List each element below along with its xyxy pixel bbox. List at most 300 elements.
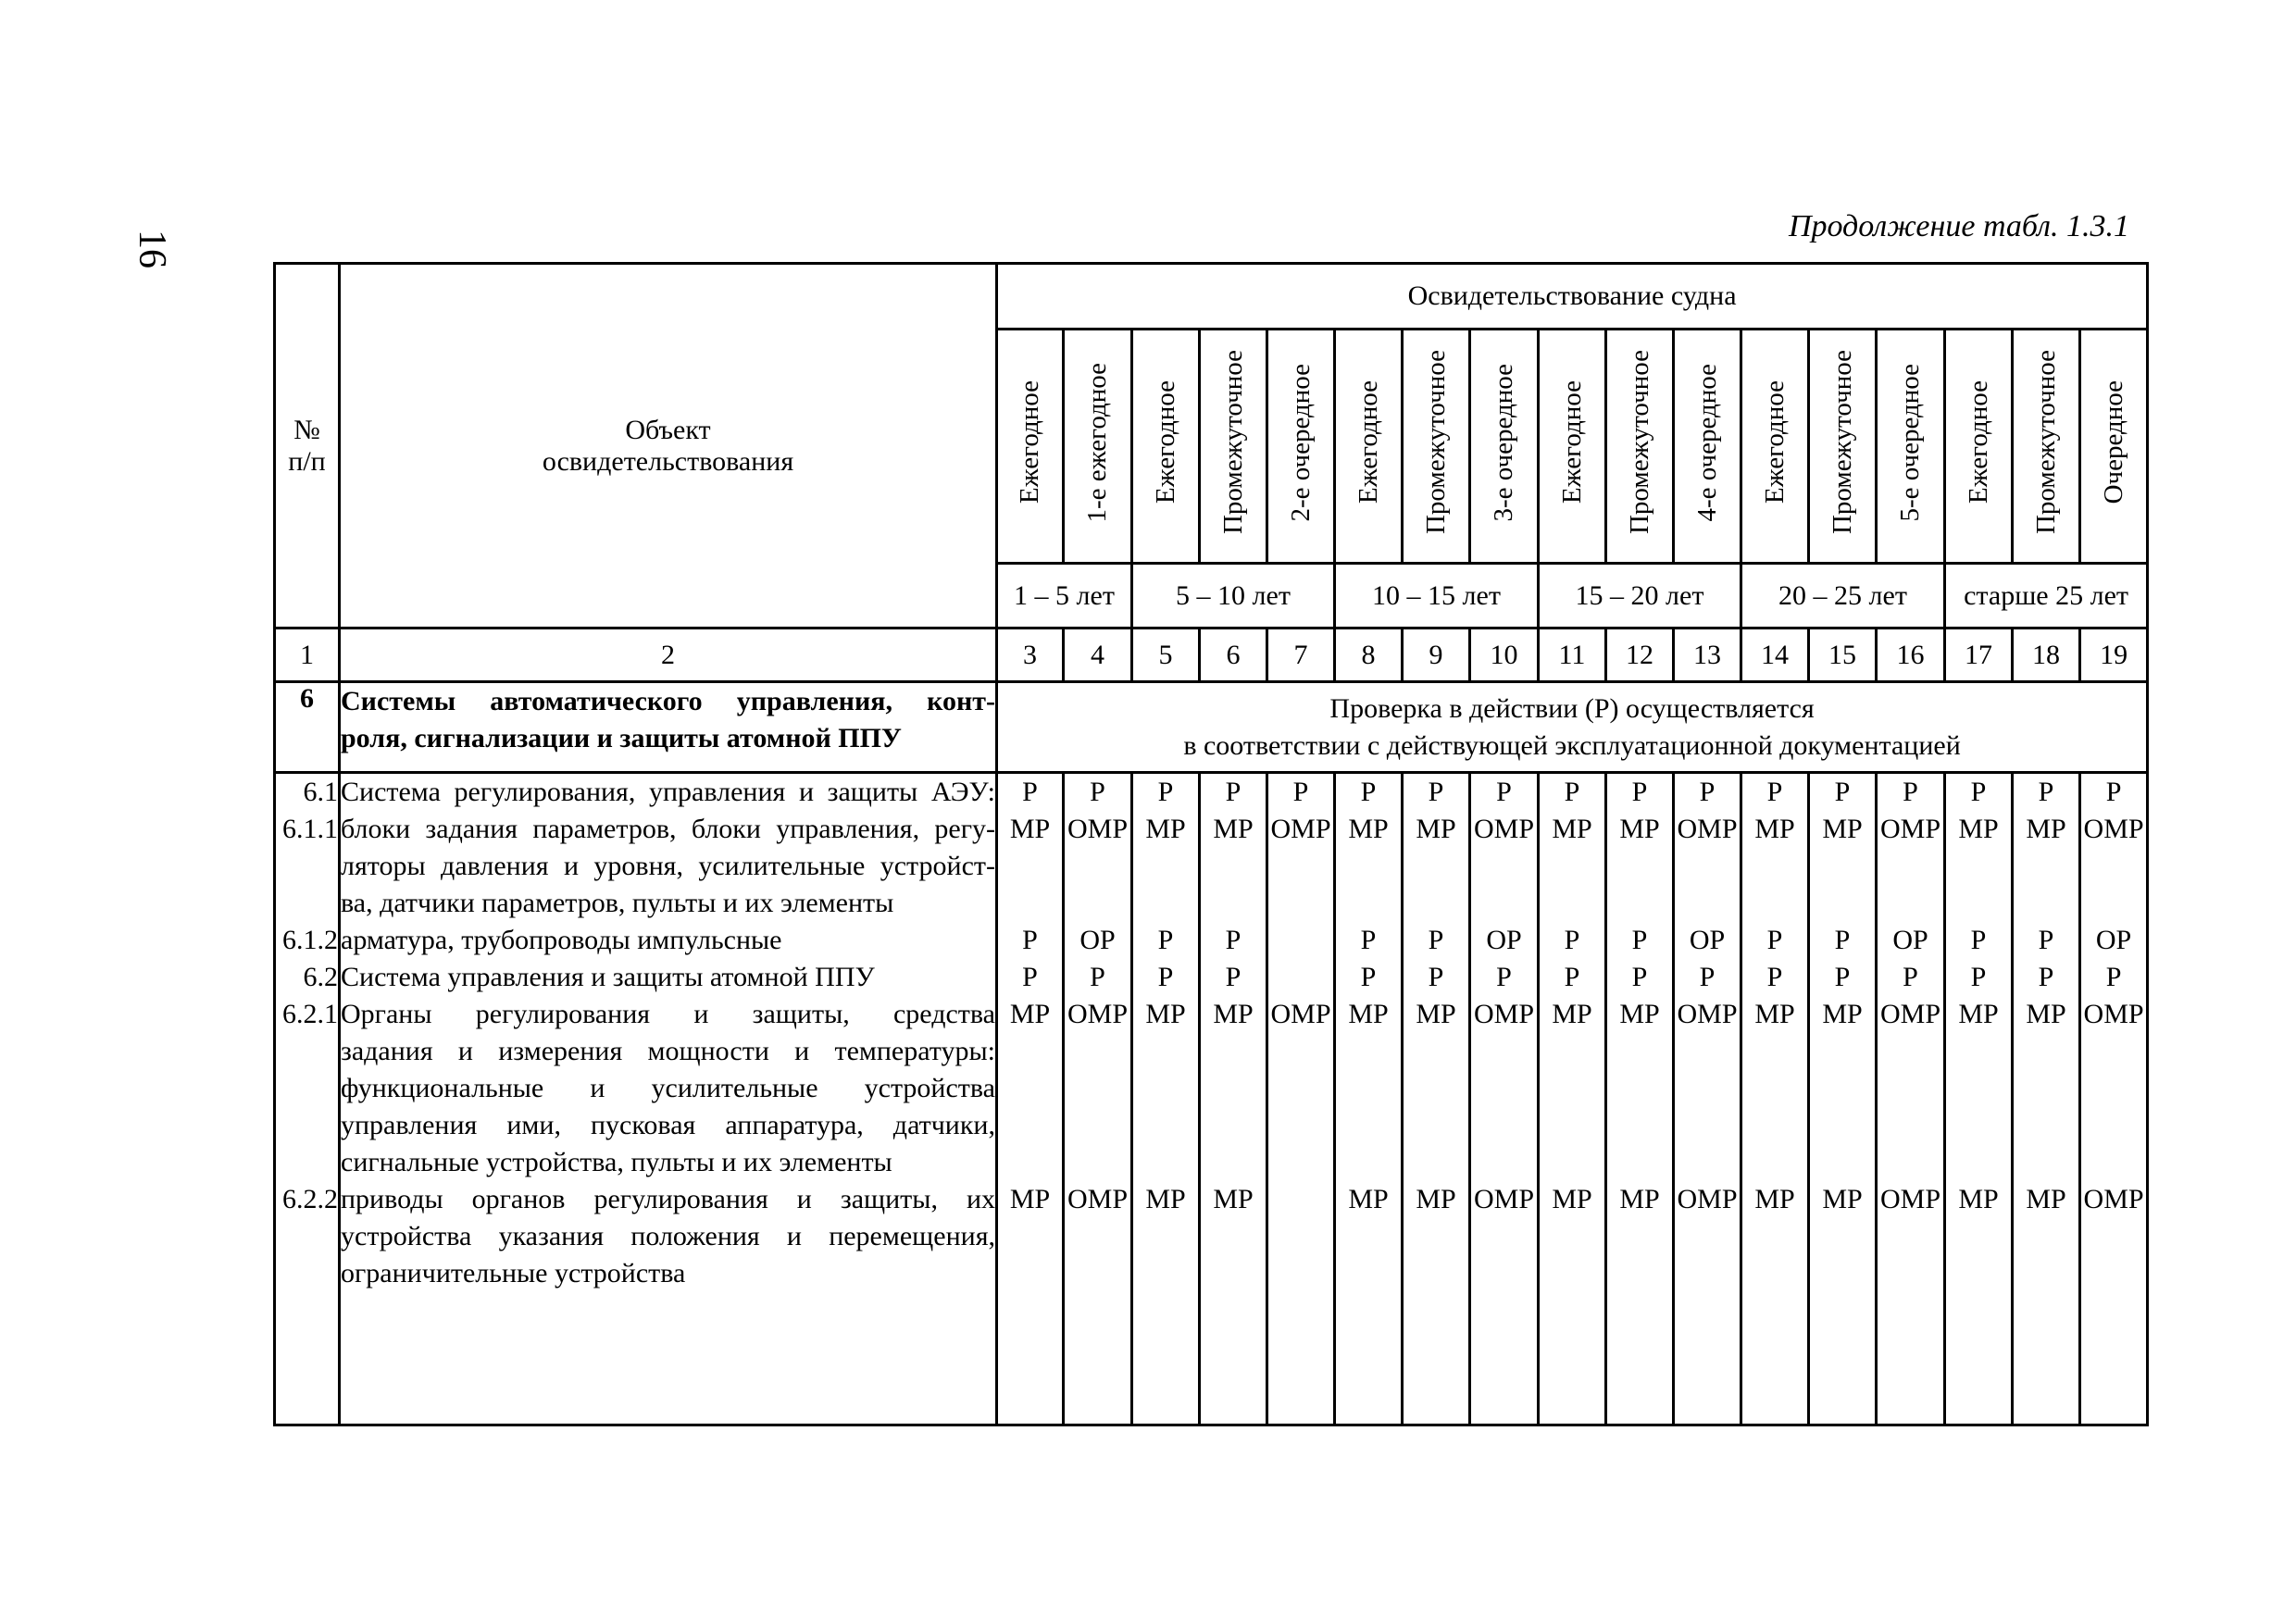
survey-value: [1675, 885, 1740, 922]
survey-value: [1946, 1033, 2011, 1070]
survey-value: [1336, 1255, 1401, 1292]
survey-value: ОМР: [1677, 999, 1738, 1029]
survey-type-label: 5-е очередное: [1895, 363, 1925, 522]
survey-value: Р: [1360, 777, 1377, 807]
survey-value: [1607, 848, 1672, 885]
survey-value: МР: [1009, 1184, 1051, 1214]
survey-value: [1946, 885, 2011, 922]
survey-value: [1201, 1144, 1266, 1181]
survey-value: [1133, 1144, 1198, 1181]
survey-value: [1540, 1033, 1604, 1070]
survey-value: Р: [1428, 777, 1444, 807]
survey-value: [1607, 1218, 1672, 1255]
survey-value-column: [2013, 773, 2080, 1425]
survey-value: МР: [1009, 814, 1051, 844]
survey-value: [1878, 1070, 1943, 1107]
survey-value: Р: [2105, 777, 2122, 807]
column-number: 8: [1335, 629, 1403, 682]
survey-value: [2081, 1033, 2146, 1070]
survey-value: [998, 1218, 1062, 1255]
survey-value: МР: [1958, 1184, 1999, 1214]
survey-value: [1404, 1218, 1468, 1255]
survey-value: [1810, 1033, 1875, 1070]
survey-value: МР: [1958, 999, 1999, 1029]
survey-type-label: Ежегодное: [1759, 380, 1790, 504]
survey-value: Р: [1834, 962, 1851, 992]
survey-value: МР: [1213, 1184, 1254, 1214]
survey-value: [1201, 1033, 1266, 1070]
survey-value: [1675, 848, 1740, 885]
survey-value: [2081, 1107, 2146, 1144]
survey-value-column: [1335, 773, 1403, 1425]
survey-value: [2081, 1070, 2146, 1107]
survey-type-cell: [2013, 330, 2080, 564]
survey-value: [1201, 885, 1266, 922]
table-continuation-caption: Продолжение табл. 1.3.1: [1788, 209, 2129, 243]
survey-value: ОР: [2095, 925, 2132, 955]
column-number: 13: [1674, 629, 1741, 682]
survey-value: [2081, 885, 2146, 922]
survey-value: [998, 848, 1062, 885]
survey-value: [1404, 1033, 1468, 1070]
survey-value: [1742, 1144, 1807, 1181]
survey-value: Р: [1157, 925, 1174, 955]
survey-value: [1540, 1218, 1604, 1255]
item-object-line: функциональные и усилительные устройства: [341, 1073, 995, 1103]
survey-value: [1540, 885, 1604, 922]
survey-value-column: [1064, 773, 1132, 1425]
survey-value-column: [1674, 773, 1741, 1425]
survey-value: Р: [2038, 777, 2054, 807]
survey-type-label: Промежуточное: [1624, 350, 1654, 535]
survey-type-label: 1-е ежегодное: [1082, 362, 1112, 523]
survey-value: ОМР: [1473, 999, 1535, 1029]
survey-value: [1946, 1070, 2011, 1107]
survey-value: ОР: [1486, 925, 1522, 955]
item-number: [276, 885, 338, 922]
survey-value: Р: [1360, 925, 1377, 955]
survey-value-column: [1877, 773, 1945, 1425]
item-number: 6.1: [303, 777, 338, 807]
age-group: 5 – 10 лет: [1132, 564, 1335, 629]
survey-type-cell: [1403, 330, 1470, 564]
survey-value: ОР: [1892, 925, 1928, 955]
survey-value: МР: [1619, 999, 1660, 1029]
survey-value: [1201, 1218, 1266, 1255]
survey-type-cell: [1200, 330, 1267, 564]
survey-value: [1471, 1070, 1537, 1107]
survey-value: [1133, 1107, 1198, 1144]
survey-value: МР: [1416, 999, 1456, 1029]
item-number: [276, 1107, 338, 1144]
survey-value: Р: [1428, 962, 1444, 992]
survey-value: Р: [1157, 777, 1174, 807]
survey-value: МР: [1009, 999, 1051, 1029]
survey-value: [1810, 1144, 1875, 1181]
survey-value: [1268, 885, 1333, 922]
column-number: 4: [1064, 629, 1132, 682]
survey-value: [1404, 885, 1468, 922]
survey-value: Р: [1834, 777, 1851, 807]
survey-value: [1133, 885, 1198, 922]
survey-value: [1404, 1070, 1468, 1107]
survey-value: [1540, 848, 1604, 885]
survey-value: [1471, 1255, 1537, 1292]
survey-value: [1336, 885, 1401, 922]
survey-value: Р: [1631, 962, 1648, 992]
column-number: 1: [275, 629, 340, 682]
survey-value: Р: [1766, 925, 1783, 955]
survey-value: Р: [1970, 777, 1987, 807]
survey-value: Р: [1496, 962, 1512, 992]
object-header: Объект освидетельствования: [340, 264, 997, 629]
survey-value-column: [1606, 773, 1674, 1425]
survey-value-column: [1200, 773, 1267, 1425]
section-title: [340, 682, 997, 773]
survey-value: Р: [2038, 962, 2054, 992]
survey-value: [2081, 1218, 2146, 1255]
survey-value: [1878, 1218, 1943, 1255]
survey-value: [998, 1107, 1062, 1144]
survey-value: [1471, 1218, 1537, 1255]
survey-value: [1675, 1144, 1740, 1181]
survey-value: [1607, 885, 1672, 922]
survey-value: [998, 1070, 1062, 1107]
survey-value: [1133, 1255, 1198, 1292]
survey-value: МР: [1754, 814, 1795, 844]
survey-value: МР: [1552, 1184, 1592, 1214]
survey-value: [1878, 1033, 1943, 1070]
survey-value: МР: [2026, 814, 2066, 844]
item-number: [276, 1033, 338, 1070]
column-number: 12: [1606, 629, 1674, 682]
survey-value: Р: [2105, 962, 2122, 992]
item-number: 6.2: [303, 962, 338, 992]
survey-value: [1336, 1033, 1401, 1070]
survey-value: [1878, 1107, 1943, 1144]
item-number: 6.2.2: [282, 1184, 338, 1214]
survey-value-column: [1267, 773, 1335, 1425]
survey-value: ОМР: [1270, 814, 1331, 844]
survey-value: ОМР: [1879, 814, 1941, 844]
survey-value: МР: [1145, 814, 1186, 844]
survey-type-cell: [1132, 330, 1200, 564]
survey-type-cell: [1809, 330, 1877, 564]
survey-value: Р: [1157, 962, 1174, 992]
survey-value: МР: [1619, 1184, 1660, 1214]
survey-value: [1878, 1144, 1943, 1181]
item-number: [276, 848, 338, 885]
survey-value: ОМР: [1879, 1184, 1941, 1214]
survey-value: [2014, 1107, 2078, 1144]
survey-value-column: [997, 773, 1064, 1425]
survey-value: [1946, 1144, 2011, 1181]
survey-value: Р: [1225, 777, 1242, 807]
survey-value: [1268, 1181, 1333, 1218]
item-objects: [340, 773, 997, 1425]
survey-value: МР: [1348, 999, 1389, 1029]
column-number: 6: [1200, 629, 1267, 682]
survey-value: [1404, 1107, 1468, 1144]
survey-type-label: 2-е очередное: [1285, 363, 1316, 522]
item-number: [276, 1070, 338, 1107]
survey-value: [2014, 1255, 2078, 1292]
survey-value: [1675, 1107, 1740, 1144]
age-group: 15 – 20 лет: [1539, 564, 1741, 629]
survey-value: [1133, 1033, 1198, 1070]
survey-value: [1065, 1144, 1130, 1181]
survey-type-label: Промежуточное: [2030, 350, 2061, 535]
survey-type-cell: [1335, 330, 1403, 564]
section-note-line-1: Проверка в действии (Р) осуществляется: [1329, 692, 1815, 724]
survey-type-label: Промежуточное: [1217, 350, 1248, 535]
age-group: 20 – 25 лет: [1741, 564, 1945, 629]
survey-value: [1946, 848, 2011, 885]
survey-value: [1268, 848, 1333, 885]
column-number: 5: [1132, 629, 1200, 682]
survey-value: [1404, 1255, 1468, 1292]
survey-value: [2014, 1218, 2078, 1255]
survey-value: [1201, 1255, 1266, 1292]
survey-type-label: Ежегодное: [1353, 380, 1383, 504]
survey-value-column: [1470, 773, 1539, 1425]
item-number: [276, 1144, 338, 1181]
survey-value: [2081, 1255, 2146, 1292]
survey-value: [1742, 885, 1807, 922]
survey-value: [1065, 1070, 1130, 1107]
survey-value: [2081, 848, 2146, 885]
survey-type-label: Промежуточное: [1827, 350, 1857, 535]
survey-value: Р: [1428, 925, 1444, 955]
survey-value: МР: [1754, 1184, 1795, 1214]
column-number: 17: [1945, 629, 2013, 682]
column-number: 15: [1809, 629, 1877, 682]
survey-type-cell: [1945, 330, 2013, 564]
survey-value: МР: [1348, 1184, 1389, 1214]
survey-type-cell: [1267, 330, 1335, 564]
survey-value: Р: [1564, 962, 1580, 992]
survey-value: МР: [1145, 999, 1186, 1029]
survey-value: Р: [1970, 925, 1987, 955]
section-number: 6: [275, 682, 340, 773]
survey-value: Р: [1903, 777, 1918, 807]
survey-value: [1336, 848, 1401, 885]
section-note: [997, 682, 2148, 773]
survey-value: ОМР: [1677, 814, 1738, 844]
survey-type-cell: [1741, 330, 1809, 564]
survey-type-label: Очередное: [2098, 380, 2128, 504]
survey-value: ОМР: [1879, 999, 1941, 1029]
page-number: 16: [131, 230, 173, 268]
survey-value: МР: [1348, 814, 1389, 844]
survey-value: [1540, 1144, 1604, 1181]
survey-value: МР: [1822, 1184, 1863, 1214]
item-object-line: Органы регулирования и защиты, средства: [341, 999, 995, 1029]
item-object-line: арматура, трубопроводы импульсные: [341, 925, 782, 955]
survey-value: [1065, 1218, 1130, 1255]
item-object-line: управления ими, пусковая аппаратура, датчики,: [341, 1110, 995, 1140]
survey-value: [1540, 1255, 1604, 1292]
survey-type-label: 3-е очередное: [1489, 363, 1518, 522]
survey-value: Р: [1631, 925, 1648, 955]
survey-value: [1065, 848, 1130, 885]
survey-value: Р: [1970, 962, 1987, 992]
survey-value: [1471, 1033, 1537, 1070]
survey-value: [1946, 1218, 2011, 1255]
survey-value: МР: [1416, 1184, 1456, 1214]
survey-value: [1471, 848, 1537, 885]
survey-value: [1336, 1070, 1401, 1107]
survey-value: [998, 1033, 1062, 1070]
survey-value: Р: [1292, 777, 1309, 807]
survey-value: МР: [2026, 1184, 2066, 1214]
survey-value: [1810, 848, 1875, 885]
survey-type-label: Ежегодное: [1015, 380, 1044, 504]
survey-value: МР: [1552, 999, 1592, 1029]
survey-value: [1336, 1144, 1401, 1181]
survey-value: ОМР: [1067, 814, 1129, 844]
survey-value: [1201, 1107, 1266, 1144]
survey-value: МР: [1619, 814, 1660, 844]
survey-type-cell: [1064, 330, 1132, 564]
survey-value: [1065, 1033, 1130, 1070]
survey-value: [1268, 1144, 1333, 1181]
survey-value: МР: [1822, 814, 1863, 844]
survey-value: МР: [2026, 999, 2066, 1029]
survey-value: ОМР: [2083, 1184, 2144, 1214]
item-number: [276, 1218, 338, 1255]
survey-value: [1268, 1255, 1333, 1292]
survey-value: [1878, 885, 1943, 922]
column-number: 7: [1267, 629, 1335, 682]
survey-value: ОМР: [1677, 1184, 1738, 1214]
survey-value: Р: [1022, 777, 1038, 807]
survey-value: [1810, 885, 1875, 922]
survey-value: [1878, 1255, 1943, 1292]
survey-value: Р: [1564, 777, 1580, 807]
item-object-line: устройства указания положения и перемещения,: [341, 1221, 995, 1251]
item-object-line: ограничительные устройства: [341, 1258, 686, 1288]
column-number: 11: [1539, 629, 1606, 682]
survey-value: [1742, 1255, 1807, 1292]
survey-value: ОМР: [1270, 999, 1331, 1029]
survey-value: Р: [1090, 962, 1105, 992]
survey-value: [2014, 885, 2078, 922]
survey-value: [1336, 1107, 1401, 1144]
survey-value-column: [1741, 773, 1809, 1425]
survey-value-column: [1132, 773, 1200, 1425]
survey-value: [1946, 1255, 2011, 1292]
item-object-line: ва, датчики параметров, пульты и их элементы: [341, 888, 894, 918]
survey-value: Р: [1022, 962, 1038, 992]
column-number: 10: [1470, 629, 1539, 682]
survey-type-cell: [997, 330, 1064, 564]
survey-value: Р: [1834, 925, 1851, 955]
survey-value: [1268, 1070, 1333, 1107]
section-title-line-1: Системы автоматического управления, конт-: [341, 686, 995, 716]
survey-type-cell: [1674, 330, 1741, 564]
survey-value: [1133, 848, 1198, 885]
item-object-line: блоки задания параметров, блоки управления, регу-: [341, 814, 995, 844]
num-header: № п/п: [275, 264, 340, 629]
survey-type-label: Ежегодное: [1150, 380, 1180, 504]
survey-value: МР: [1822, 999, 1863, 1029]
survey-value: [1810, 1107, 1875, 1144]
survey-value: [1404, 1144, 1468, 1181]
survey-value: Р: [1022, 925, 1038, 955]
survey-value: [1268, 922, 1333, 959]
survey-value: МР: [1213, 999, 1254, 1029]
survey-value: [1675, 1218, 1740, 1255]
survey-value: Р: [1090, 777, 1105, 807]
survey-value: [1336, 1218, 1401, 1255]
item-object-line: задания и измерения мощности и температуры:: [341, 1036, 995, 1066]
column-number: 19: [2080, 629, 2148, 682]
age-group: 1 – 5 лет: [997, 564, 1132, 629]
survey-value: [1742, 848, 1807, 885]
column-number: 2: [340, 629, 997, 682]
survey-value: Р: [1766, 962, 1783, 992]
survey-type-cell: [1877, 330, 1945, 564]
item-number: 6.1.1: [282, 814, 338, 844]
survey-value-column: [1809, 773, 1877, 1425]
survey-value: Р: [2038, 925, 2054, 955]
survey-value: [1878, 848, 1943, 885]
survey-value: [1268, 959, 1333, 996]
section-note-line-2: в соответствии с действующей эксплуатационной документацией: [1183, 729, 1961, 761]
survey-value: МР: [1552, 814, 1592, 844]
survey-value: Р: [1631, 777, 1648, 807]
survey-value: [1742, 1070, 1807, 1107]
survey-value: [1810, 1070, 1875, 1107]
survey-value: [1675, 1033, 1740, 1070]
survey-value: МР: [1416, 814, 1456, 844]
survey-value: Р: [1903, 962, 1918, 992]
survey-value: [1268, 1107, 1333, 1144]
column-number: 9: [1403, 629, 1470, 682]
survey-value: ОМР: [1067, 1184, 1129, 1214]
survey-value: [1742, 1218, 1807, 1255]
survey-value: [2081, 1144, 2146, 1181]
item-object-line: Система управления и защиты атомной ППУ: [341, 962, 875, 992]
survey-value: Р: [1496, 777, 1512, 807]
survey-value: ОМР: [1473, 814, 1535, 844]
survey-value: [1133, 1070, 1198, 1107]
survey-value: [1133, 1218, 1198, 1255]
column-number: 16: [1877, 629, 1945, 682]
survey-type-label: 4-е очередное: [1691, 363, 1722, 522]
survey-value: [1471, 1107, 1537, 1144]
survey-value: [1268, 1218, 1333, 1255]
item-number: [276, 1255, 338, 1292]
survey-type-cell: [1470, 330, 1539, 564]
survey-type-label: Промежуточное: [1420, 350, 1451, 535]
survey-value: [1404, 848, 1468, 885]
survey-value: [1607, 1070, 1672, 1107]
survey-value: Р: [1699, 777, 1716, 807]
survey-value: [1201, 848, 1266, 885]
survey-value: [1810, 1255, 1875, 1292]
item-object-line: сигнальные устройства, пульты и их элементы: [341, 1147, 892, 1177]
survey-value: ОМР: [1067, 999, 1129, 1029]
survey-value: [1810, 1218, 1875, 1255]
survey-value: МР: [1145, 1184, 1186, 1214]
survey-value: ОР: [1079, 925, 1116, 955]
survey-value: [998, 885, 1062, 922]
survey-value: Р: [1766, 777, 1783, 807]
item-number: 6.1.2: [282, 925, 338, 955]
survey-value-column: [1539, 773, 1606, 1425]
